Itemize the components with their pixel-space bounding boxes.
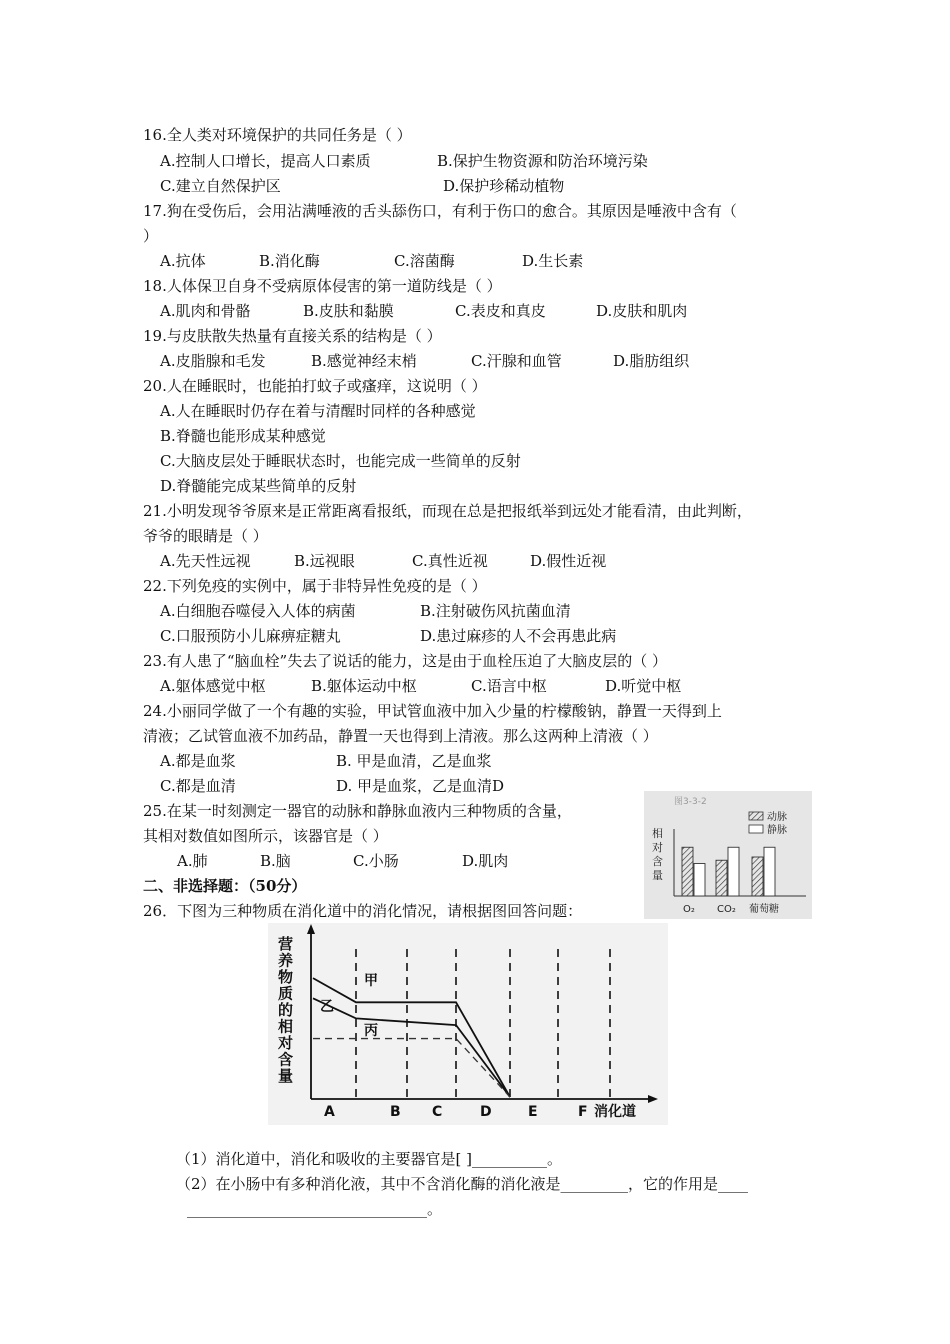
- q26-category-label: E: [528, 1104, 538, 1120]
- q16-option-a: A.控制人口增长，提高人口素质: [160, 152, 371, 170]
- q16-options-row1: [0, 151, 950, 171]
- q25-legend-swatch-vein: [749, 825, 763, 833]
- q21-option-d: D.假性近视: [530, 552, 607, 570]
- q22-option-a: A.白细胞吞噬侵入人体的病菌: [160, 602, 356, 620]
- q20-stem: 20.人在睡眠时，也能拍打蚊子或瘙痒，这说明（ ）: [143, 377, 487, 395]
- q21-option-b: B.远视眼: [294, 552, 355, 570]
- q24-option-a: A.都是血浆: [160, 752, 236, 770]
- q25-ylabel-char: 对: [652, 841, 663, 854]
- q16-option-d: D.保护珍稀动植物: [443, 177, 565, 195]
- q21-option-c: C.真性近视: [412, 552, 488, 570]
- q26-ylabel: [277, 935, 293, 1085]
- q26-ylabel-char: 量: [278, 1067, 294, 1085]
- q25-figure-number: 图3-3-2: [674, 797, 707, 807]
- q18-option-b: B.皮肤和黏膜: [303, 302, 394, 320]
- q25-category-label: 葡萄糖: [749, 904, 779, 915]
- q19-option-b: B.感觉神经末梢: [311, 352, 417, 370]
- q24-option-c: C.都是血清: [160, 777, 236, 795]
- q26-ylabel-char: 质: [278, 984, 294, 1003]
- q23-options: [0, 676, 950, 696]
- q25-option-d: D.肌肉: [462, 852, 509, 870]
- q23-option-b: B.躯体运动中枢: [311, 677, 417, 695]
- q17-option-a: A.抗体: [160, 252, 206, 270]
- q25-bar-chart-svg: [644, 791, 812, 919]
- q24-options-row1: [0, 751, 950, 771]
- q26-category-label: D: [480, 1104, 492, 1120]
- q25-bar-artery: [752, 857, 763, 896]
- q25-option-b: B.脑: [260, 852, 291, 870]
- q16-options-row2: [0, 176, 950, 196]
- q25-ylabel-char: 相: [652, 827, 663, 840]
- q26-ylabel-char: 的: [278, 1001, 294, 1019]
- q26-part1: （1）消化道中，消化和吸收的主要器官是[ ]__________。: [176, 1150, 563, 1168]
- q24-stem: 24.小丽同学做了一个有趣的实验，甲试管血液中加入少量的柠檬酸钠，静置一天得到上: [143, 702, 722, 720]
- q25-bar-vein: [728, 847, 739, 896]
- q26-line-chart-svg: [268, 923, 668, 1125]
- q25-legend-label-vein: 静脉: [767, 825, 787, 836]
- q22-option-d: D.患过麻疹的人不会再患此病: [420, 627, 617, 645]
- q18-stem: 18.人体保卫自身不受病原体侵害的第一道防线是（ ）: [143, 277, 502, 295]
- q25-ylabel-char: 量: [652, 869, 663, 882]
- q22-option-c: C.口服预防小儿麻痹症糖丸: [160, 627, 341, 645]
- q22-options-row2: [0, 626, 950, 646]
- q18-options: [0, 301, 950, 321]
- q17-option-b: B.消化酶: [259, 252, 320, 270]
- q26-ylabel-char: 养: [278, 951, 294, 970]
- q26-category-label: F: [578, 1104, 588, 1120]
- q25-bar-vein: [694, 864, 705, 897]
- q25-bar-artery: [716, 860, 727, 896]
- q18-option-d: D.皮肤和肌肉: [596, 302, 688, 320]
- q19-option-c: C.汗腺和血管: [471, 352, 562, 370]
- q23-option-d: D.听觉中枢: [605, 677, 682, 695]
- q25-legend-label-artery: 动脉: [767, 812, 787, 823]
- q23-option-c: C.语言中枢: [471, 677, 547, 695]
- q25-bar-vein: [764, 847, 775, 896]
- q21-option-a: A.先天性远视: [160, 552, 251, 570]
- q18-option-c: C.表皮和真皮: [455, 302, 546, 320]
- q26-stem: 26．下图为三种物质在消化道中的消化情况，请根据图回答问题：: [143, 902, 583, 920]
- q25-bar-chart: [644, 791, 812, 919]
- q17-stem-cont: ）: [143, 227, 159, 245]
- q16-option-c: C.建立自然保护区: [160, 177, 281, 195]
- q23-option-a: A.躯体感觉中枢: [160, 677, 266, 695]
- q19-option-d: D.脂肪组织: [613, 352, 690, 370]
- q26-category-label: A: [324, 1104, 335, 1120]
- q20-option-c: C.大脑皮层处于睡眠状态时，也能完成一些简单的反射: [160, 452, 521, 470]
- q26-line-chart: [268, 923, 668, 1125]
- q21-options: [0, 551, 950, 571]
- q25-option-a: A.肺: [177, 852, 208, 870]
- q26-ylabel-char: 含: [278, 1050, 294, 1069]
- q24-stem-cont: 清液；乙试管血液不加药品，静置一天也得到上清液。那么这两种上清液（ ）: [143, 727, 658, 745]
- q26-category-label: C: [432, 1104, 443, 1120]
- q26-series-label-yi: 乙: [320, 999, 334, 1015]
- q22-options-row1: [0, 601, 950, 621]
- q24-option-b: B. 甲是血清，乙是血浆: [336, 752, 492, 770]
- q22-option-b: B.注射破伤风抗菌血清: [420, 602, 571, 620]
- q25-option-c: C.小肠: [353, 852, 399, 870]
- q26-series-label-jia: 甲: [364, 973, 378, 989]
- q18-option-a: A.肌肉和骨骼: [160, 302, 251, 320]
- q25-category-label: CO₂: [717, 904, 736, 915]
- q19-stem: 19.与皮肤散失热量有直接关系的结构是（ ）: [143, 327, 442, 345]
- q20-option-b: B.脊髓也能形成某种感觉: [160, 427, 326, 445]
- q25-stem: 25.在某一时刻测定一器官的动脉和静脉血液内三种物质的含量，: [143, 802, 572, 820]
- q21-stem: 21.小明发现爷爷原来是正常距离看报纸，而现在总是把报纸举到远处才能看清，由此判断，: [143, 502, 752, 520]
- q19-option-a: A.皮脂腺和毛发: [160, 352, 266, 370]
- q26-xlabel: 消化道: [594, 1104, 636, 1120]
- section2-heading: 二、非选择题：（50分）: [143, 877, 307, 895]
- q16-option-b: B.保护生物资源和防治环境污染: [437, 152, 648, 170]
- q21-stem-cont: 爷爷的眼睛是（ ）: [143, 527, 268, 545]
- q17-option-d: D.生长素: [522, 252, 584, 270]
- q19-options: [0, 351, 950, 371]
- q26-series-label-bing: 丙: [364, 1023, 378, 1039]
- q25-category-label: O₂: [683, 904, 695, 915]
- q26-ylabel-char: 营: [278, 935, 294, 953]
- q25-stem-cont: 其相对数值如图所示，该器官是（ ）: [143, 827, 388, 845]
- q25-bar-artery: [682, 847, 693, 896]
- q26-part2-answer-line: ________________________________。: [187, 1200, 443, 1218]
- q20-option-d: D.脊髓能完成某些简单的反射: [160, 477, 357, 495]
- q17-stem: 17.狗在受伤后，会用沾满唾液的舌头舔伤口，有利于伤口的愈合。其原因是唾液中含有（: [143, 202, 737, 220]
- q17-option-c: C.溶菌酶: [394, 252, 455, 270]
- q26-ylabel-char: 对: [278, 1034, 294, 1052]
- q26-ylabel-char: 相: [278, 1017, 294, 1036]
- q26-category-label: B: [390, 1104, 401, 1120]
- q25-legend-swatch-artery: [749, 812, 763, 820]
- q17-options: [0, 251, 950, 271]
- q25-ylabel-char: 含: [652, 855, 663, 868]
- q20-option-a: A.人在睡眠时仍存在着与清醒时同样的各种感觉: [160, 402, 476, 420]
- q16-stem: 16.全人类对环境保护的共同任务是（ ）: [143, 126, 412, 144]
- q22-stem: 22.下列免疫的实例中，属于非特异性免疫的是（ ）: [143, 577, 487, 595]
- q23-stem: 23.有人患了“脑血栓”失去了说话的能力，这是由于血栓压迫了大脑皮层的（ ）: [143, 652, 667, 670]
- q24-option-d: D. 甲是血浆，乙是血清D: [336, 777, 505, 795]
- q26-ylabel-char: 物: [278, 968, 294, 986]
- q26-part2: （2）在小肠中有多种消化液，其中不含消化酶的消化液是_________，它的作用是____: [176, 1175, 749, 1193]
